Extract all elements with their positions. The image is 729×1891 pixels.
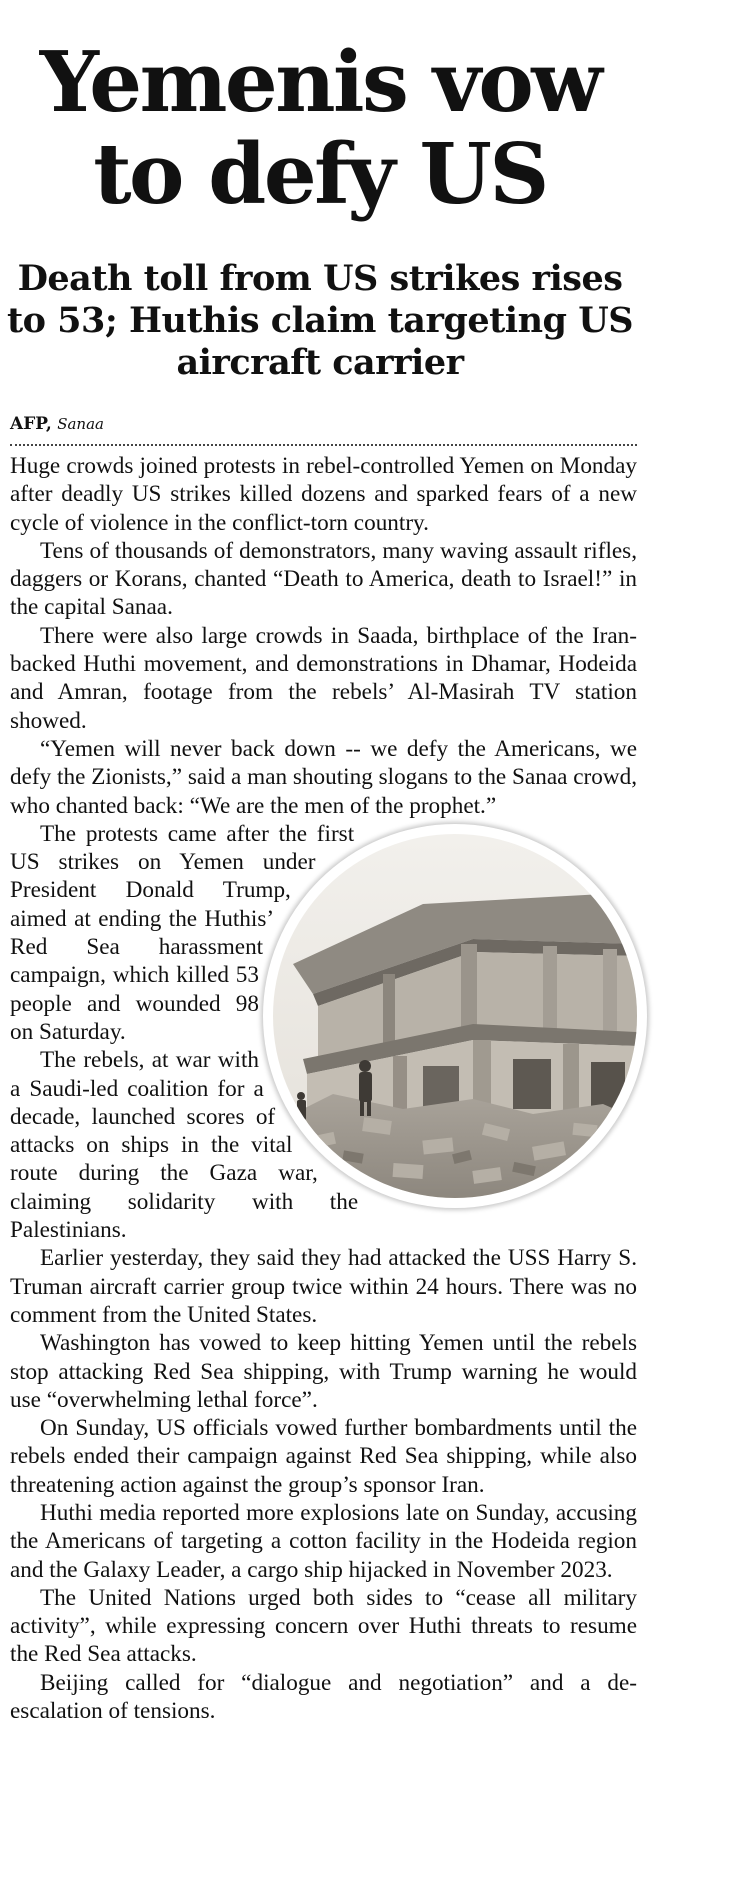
destroyed-building-image: [273, 834, 637, 1198]
article-photo: [263, 824, 647, 1208]
article-body: [10, 452, 637, 1725]
paragraph-4: “Yemen will never back down -- we defy the Americans, we defy the Zionists,” said a man shouting slogans to the Sanaa crowd, who chanted back: “We are the men of the prophet.”: [10, 735, 637, 819]
paragraph-2: Tens of thousands of demonstrators, many waving assault rifles, daggers or Korans, chanted “Death to America, death to Israel!” in the capital Sanaa.: [10, 537, 637, 621]
paragraph-7: Earlier yesterday, they said they had attacked the USS Harry S. Truman aircraft carrier group twice within 24 hours. There was no comment from the United States.: [10, 1245, 637, 1328]
byline-agency: AFP,: [10, 414, 52, 434]
headline: [0, 33, 640, 223]
subheadline: Death toll from US strikes rises to 53; Huthis claim targeting US aircraft carrier: [6, 258, 633, 383]
paragraph-10: Huthi media reported more explosions late on Sunday, accusing the Americans of targeting a cotton facility in the Hodeida region and the Galaxy Leader, a cargo ship hijacked in November 2023.: [10, 1499, 637, 1583]
byline-location: Sanaa: [57, 415, 104, 433]
paragraph-3: There were also large crowds in Saada, birthplace of the Iran-backed Huthi movement, and demonstrations in Dhamar, Hodeida and Amran, footage from the rebels’ Al-Masirah TV station showed.: [10, 622, 637, 734]
paragraph-1: Huge crowds joined protests in rebel-controlled Yemen on Monday after deadly US strikes killed dozens and sparked fears of a new cycle of violence in the conflict-torn country.: [10, 453, 637, 536]
paragraph-6: The rebels, at war with a Saudi-led coalition for a decade, launched scores of attacks on ships in the vital route during the Gaza war, claiming solidarity with the Palestinians.: [10, 1047, 359, 1244]
dotted-divider: [10, 444, 637, 446]
paragraph-5: The protests came after the first US strikes on Yemen under President Donald Trump, aimed at ending the Huthis’ Red Sea harassment campaign, which killed 53 people and wounded 98 on Saturday.: [10, 820, 355, 1045]
headline-line-2: to defy US: [93, 125, 547, 223]
paragraph-8: Washington has vowed to keep hitting Yemen until the rebels stop attacking Red Sea shipping, with Trump warning he would use “overwhelming lethal force”.: [10, 1330, 637, 1413]
byline: [10, 414, 104, 434]
headline-line-1: Yemenis vow: [39, 33, 601, 131]
paragraph-12: Beijing called for “dialogue and negotiation” and a de-escalation of tensions.: [10, 1669, 637, 1725]
paragraph-9: On Sunday, US officials vowed further bombardments until the rebels ended their campaign against Red Sea shipping, while also threatening action against the group’s sponsor Iran.: [10, 1415, 637, 1498]
paragraph-11: The United Nations urged both sides to “cease all military activity”, while expressing concern over Huthi threats to resume the Red Sea attacks.: [10, 1584, 637, 1668]
